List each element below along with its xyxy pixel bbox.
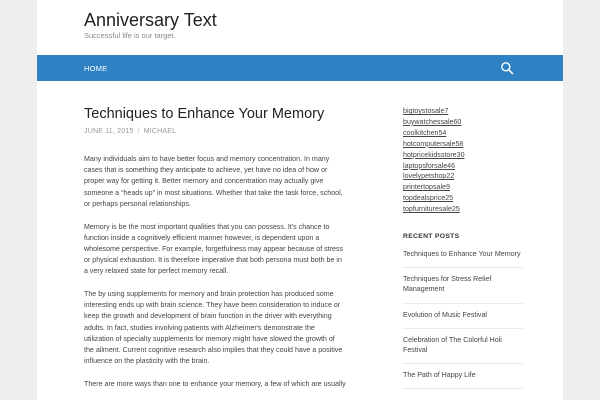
post-paragraph: There are more ways than one to enhance your memory, a few of which are usually <box>84 379 346 388</box>
search-icon[interactable] <box>500 61 514 75</box>
meta-separator: / <box>137 128 140 135</box>
list-item <box>403 117 523 128</box>
main-navigation <box>37 55 563 81</box>
nav-item-home[interactable]: HOME <box>84 64 108 73</box>
list-item <box>403 171 523 182</box>
site-header <box>37 0 563 55</box>
sidebar-link[interactable]: hotcomputersale58 <box>403 139 464 148</box>
list-item <box>403 182 523 193</box>
post-paragraph: Memory is be the most important qualities that you can possess. It's chance to function inside a cognitively efficient manner however, is dependent upon a wholesome perspective. For example, forgetfulness may appear because of stress or physical exhaustion. It is therefore imperative that both persona must both be in a very relaxed state for perfect memory recall. <box>84 222 344 276</box>
recent-posts-heading: RECENT POSTS <box>403 233 460 241</box>
post-date[interactable]: JUNE 11, 2015 <box>84 128 134 135</box>
sidebar <box>403 106 523 395</box>
sidebar-link[interactable]: lovelypetshop22 <box>403 172 455 181</box>
list-item <box>403 106 523 117</box>
main-content <box>84 104 346 400</box>
page-container <box>37 0 563 400</box>
sidebar-link[interactable]: coolkitchen54 <box>403 128 447 137</box>
post-body <box>84 154 346 390</box>
list-item <box>403 193 523 204</box>
post-meta <box>84 128 346 135</box>
site-title[interactable]: Anniversary Text <box>84 10 217 30</box>
post-title[interactable]: Techniques to Enhance Your Memory <box>84 106 325 122</box>
recent-post-link[interactable]: Techniques to Enhance Your Memory <box>403 249 523 268</box>
recent-post-link[interactable]: The Path of Happy Life <box>403 370 523 389</box>
post-author[interactable]: MICHAEL <box>143 128 177 135</box>
list-item <box>403 139 523 150</box>
post-paragraph: The by using supplements for memory and brain protection has produced some interesting ends up with brain science. They have been consideration to induce or keep the growth and development of brain function in the driver with everything adults. In fact, studies involving patients with Alzheimer's demonstrate the utilization of specialty supplements for memory might have slowed the growth of the ailment. Current cognitive research also implies that they could have a positive influence on the plasticity with the brain. <box>84 290 343 366</box>
post-article <box>84 104 346 390</box>
sidebar-link[interactable]: topdealsprice25 <box>403 194 454 203</box>
sidebar-link-list <box>403 106 523 215</box>
sidebar-link[interactable]: topfurnituresale25 <box>403 205 460 214</box>
site-tagline: Successful life is our target. <box>84 31 176 40</box>
sidebar-link[interactable]: hotpricekidsstore30 <box>403 150 465 159</box>
recent-post-link[interactable]: Celebration of The Colorful Holi Festival <box>403 335 523 364</box>
recent-post-link[interactable]: Evolution of Music Festival <box>403 310 523 329</box>
list-item <box>403 150 523 161</box>
sidebar-link[interactable]: buywatchessale60 <box>403 117 462 126</box>
sidebar-link[interactable]: bigtoystosale7 <box>403 107 449 115</box>
list-item <box>403 161 523 172</box>
list-item <box>403 128 523 139</box>
sidebar-link[interactable]: printertopsale9 <box>403 183 450 192</box>
recent-posts-list <box>403 249 523 389</box>
list-item <box>403 204 523 215</box>
sidebar-link[interactable]: laptopsforsale46 <box>403 161 456 170</box>
recent-post-link[interactable]: Techniques for Stress Relief Management <box>403 274 523 303</box>
post-paragraph: Many individuals aim to have better focus and memory concentration. In many cases that is something they anticipate to achieve, yet have no idea of how or proper way for getting it. Better memory and concentration may actually give someone a “heads up” in most situations. Whether that take the task force, school, or perhaps personal relationships. <box>84 155 343 208</box>
